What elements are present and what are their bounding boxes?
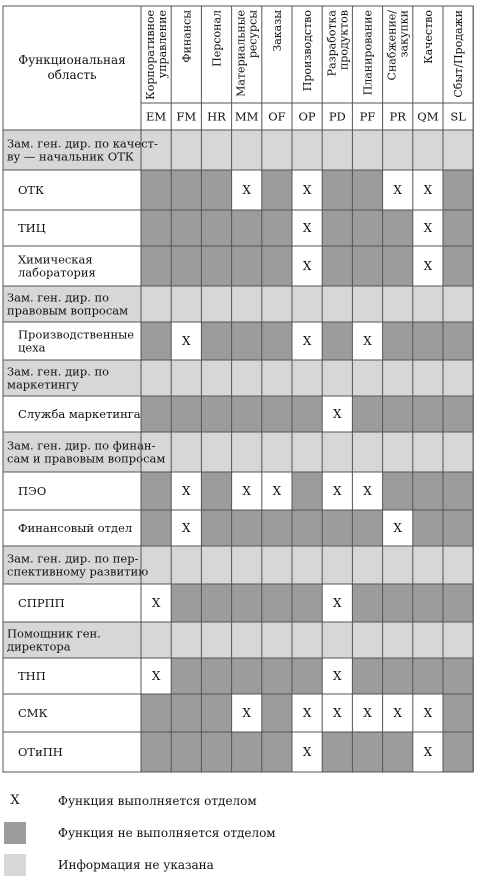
cell-mm-row-1 [232,130,262,170]
cell-hr-row-1 [201,130,231,170]
cell-sl-row-11 [443,510,473,546]
column-code-fm: FM [176,109,197,124]
cell-hr-row-3 [201,210,231,246]
cell-em-row-4 [141,246,171,286]
cell-qm-row-15 [413,658,443,694]
cell-of-row-3 [262,210,292,246]
cell-op-row-9 [292,432,322,472]
cell-pr-row-9 [383,432,413,472]
row-label: Помощник ген. директора [7,626,101,654]
svg-text:Персонал: Персонал [210,10,224,67]
cell-sl-row-17 [443,732,473,772]
x-mark: X [333,596,342,610]
cell-of-row-17 [262,732,292,772]
cell-pf-row-3 [352,210,382,246]
cell-of-row-8 [262,396,292,432]
cell-pd-row-17 [322,732,352,772]
cell-em-row-3 [141,210,171,246]
svg-text:Разработкапродуктов: Разработкапродуктов [325,10,351,77]
cell-em-row-17 [141,732,171,772]
column-code-pr: PR [389,109,406,124]
cell-pr-row-17 [383,732,413,772]
cell-of-row-4 [262,246,292,286]
cell-fm-row-17 [171,732,201,772]
cell-of-row-11 [262,510,292,546]
svg-text:Материальныересурсы: Материальныересурсы [234,10,260,97]
column-header-op [301,10,314,92]
cell-sl-row-4 [443,246,473,286]
cell-em-row-2 [141,170,171,210]
row-label: ТИЦ [18,221,46,235]
column-code-of: OF [268,109,286,124]
cell-fm-row-9 [171,432,201,472]
x-mark: X [333,706,342,720]
cell-hr-row-10 [201,472,231,510]
x-mark: X [333,407,342,421]
column-header-pf [362,10,375,95]
cell-of-row-14 [262,622,292,658]
x-mark: X [242,484,251,498]
x-mark: X [151,669,161,683]
cell-hr-row-7 [201,360,231,396]
cell-fm-row-15 [171,658,201,694]
cell-mm-row-7 [232,360,262,396]
svg-text:Сбыт/Продажи: Сбыт/Продажи [452,10,466,98]
x-mark: X [423,183,433,197]
x-mark: X [423,221,433,235]
cell-pf-row-15 [352,658,382,694]
cell-fm-row-3 [171,210,201,246]
row-label: ОТиПН [18,745,63,759]
row-label: Зам. ген. дир. по пер-спективному развитию [7,551,149,579]
cell-pr-row-4 [383,246,413,286]
column-code-em: EM [146,109,167,124]
row-label: ОТК [18,183,44,197]
cell-pr-row-8 [383,396,413,432]
cell-op-row-15 [292,658,322,694]
cell-hr-row-17 [201,732,231,772]
cell-sl-row-14 [443,622,473,658]
cell-pr-row-6 [383,322,413,360]
cell-qm-row-14 [413,622,443,658]
cell-mm-row-14 [232,622,262,658]
cell-pd-row-5 [322,286,352,322]
cell-mm-row-9 [232,432,262,472]
cell-mm-row-3 [232,210,262,246]
cell-pr-row-14 [383,622,413,658]
cell-qm-row-12 [413,546,443,584]
cell-qm-row-11 [413,510,443,546]
cell-mm-row-15 [232,658,262,694]
cell-sl-row-9 [443,432,473,472]
cell-em-row-7 [141,360,171,396]
cell-qm-row-13 [413,584,443,622]
svg-text:Планирование: Планирование [361,10,375,96]
column-code-pd: PD [328,109,346,124]
cell-pf-row-7 [352,360,382,396]
cell-pd-row-6 [322,322,352,360]
area-header-label: Функциональная область [18,53,126,82]
cell-mm-row-13 [232,584,262,622]
cell-of-row-5 [262,286,292,322]
cell-qm-row-7 [413,360,443,396]
cell-pf-row-1 [352,130,382,170]
cell-pf-row-12 [352,546,382,584]
column-header-hr [211,10,224,67]
cell-of-row-15 [262,658,292,694]
column-header-sl [452,10,465,98]
cell-pr-row-7 [383,360,413,396]
cell-op-row-11 [292,510,322,546]
cell-mm-row-12 [232,546,262,584]
column-code-qm: QM [417,109,439,124]
cell-pd-row-12 [322,546,352,584]
x-mark: X [423,259,433,273]
cell-pd-row-1 [322,130,352,170]
svg-text:Качество: Качество [421,10,435,64]
cell-of-row-9 [262,432,292,472]
column-code-mm: MM [234,109,259,124]
cell-pr-row-10 [383,472,413,510]
row-label: Финансовый отдел [18,521,133,535]
cell-em-row-8 [141,396,171,432]
cell-fm-row-1 [171,130,201,170]
cell-hr-row-15 [201,658,231,694]
column-header-fm [180,10,193,63]
cell-pf-row-11 [352,510,382,546]
x-mark: X [302,745,312,759]
x-mark: X [363,484,372,498]
x-mark: X [182,334,191,348]
cell-mm-row-4 [232,246,262,286]
cell-mm-row-11 [232,510,262,546]
cell-pr-row-1 [383,130,413,170]
x-mark: X [302,183,312,197]
cell-pd-row-9 [322,432,352,472]
column-code-hr: HR [207,109,226,124]
legend-row-no-info [0,854,488,876]
cell-sl-row-1 [443,130,473,170]
row-label: Зам. ген. дир. по финан-сам и правовым вопросам [7,438,166,466]
cell-hr-row-13 [201,584,231,622]
row-label: ТНП [18,669,46,683]
cell-pr-row-12 [383,546,413,584]
svg-text:Финансы: Финансы [180,10,194,63]
x-mark: X [151,596,161,610]
row-label: ПЭО [18,484,47,498]
cell-hr-row-9 [201,432,231,472]
column-code-op: OP [298,109,316,124]
legend-row-performed [0,790,488,812]
column-header-mm [235,10,260,97]
cell-mm-row-8 [232,396,262,432]
x-mark: X [423,706,433,720]
cell-hr-row-4 [201,246,231,286]
column-header-pd [325,10,350,77]
cell-pd-row-3 [322,210,352,246]
row-label: СПРПП [18,596,65,610]
cell-pd-row-4 [322,246,352,286]
x-mark: X [423,745,433,759]
cell-qm-row-5 [413,286,443,322]
cell-fm-row-12 [171,546,201,584]
cell-hr-row-5 [201,286,231,322]
legend-dark-swatch [4,822,26,844]
cell-sl-row-7 [443,360,473,396]
cell-pd-row-14 [322,622,352,658]
cell-hr-row-11 [201,510,231,546]
column-code-sl: SL [450,109,466,124]
cell-pd-row-7 [322,360,352,396]
cell-op-row-10 [292,472,322,510]
x-mark: X [393,183,402,197]
legend-text-performed: Функция выполняется отделом [58,794,257,808]
row-label: СМК [18,706,48,720]
cell-pr-row-13 [383,584,413,622]
cell-pf-row-13 [352,584,382,622]
cell-em-row-10 [141,472,171,510]
cell-fm-row-13 [171,584,201,622]
x-mark: X [302,706,312,720]
cell-pd-row-2 [322,170,352,210]
column-header-em [144,10,169,100]
cell-sl-row-13 [443,584,473,622]
cell-sl-row-5 [443,286,473,322]
row-label: Зам. ген. дир. по маркетингу [7,364,110,392]
cell-of-row-12 [262,546,292,584]
cell-qm-row-6 [413,322,443,360]
cell-hr-row-8 [201,396,231,432]
x-mark: X [333,669,342,683]
row-label: Химическая лаборатория [18,252,96,280]
cell-op-row-1 [292,130,322,170]
cell-hr-row-2 [201,170,231,210]
cell-pf-row-2 [352,170,382,210]
svg-text:Снабжение/закупки: Снабжение/закупки [385,10,411,81]
cell-pf-row-5 [352,286,382,322]
cell-op-row-5 [292,286,322,322]
x-mark: X [333,484,342,498]
cell-sl-row-6 [443,322,473,360]
legend-text-no-info: Информация не указана [58,858,214,872]
row-label: Зам. ген. дир. по качест-ву — начальник ОТК [7,136,158,164]
cell-pf-row-4 [352,246,382,286]
cell-fm-row-7 [171,360,201,396]
cell-fm-row-5 [171,286,201,322]
cell-em-row-14 [141,622,171,658]
cell-pr-row-5 [383,286,413,322]
cell-hr-row-14 [201,622,231,658]
cell-op-row-8 [292,396,322,432]
cell-op-row-13 [292,584,322,622]
cell-qm-row-8 [413,396,443,432]
x-mark: X [302,221,312,235]
cell-pr-row-15 [383,658,413,694]
cell-qm-row-1 [413,130,443,170]
svg-text:Производство: Производство [301,10,315,92]
cell-em-row-5 [141,286,171,322]
cell-of-row-1 [262,130,292,170]
row-label: Производственные цеха [18,327,135,355]
cell-em-row-6 [141,322,171,360]
cell-sl-row-2 [443,170,473,210]
cell-hr-row-6 [201,322,231,360]
x-mark: X [242,706,251,720]
x-mark: X [363,706,372,720]
column-header-of [271,10,284,52]
cell-em-row-11 [141,510,171,546]
x-mark: X [272,484,282,498]
cell-fm-row-4 [171,246,201,286]
cell-sl-row-3 [443,210,473,246]
legend [0,780,488,882]
legend-x-symbol: X [10,793,20,808]
row-label: Служба маркетинга [18,407,141,421]
cell-pd-row-11 [322,510,352,546]
legend-text-not-performed: Функция не выполняется отделом [58,826,276,840]
x-mark: X [242,183,251,197]
column-header-pr [386,10,411,81]
cell-hr-row-12 [201,546,231,584]
cell-of-row-7 [262,360,292,396]
svg-text:Заказы: Заказы [270,10,284,52]
cell-qm-row-9 [413,432,443,472]
cell-fm-row-14 [171,622,201,658]
cell-op-row-12 [292,546,322,584]
cell-sl-row-16 [443,694,473,732]
cell-of-row-6 [262,322,292,360]
x-mark: X [302,334,312,348]
cell-em-row-16 [141,694,171,732]
cell-pf-row-9 [352,432,382,472]
svg-text:Корпоративноеуправление: Корпоративноеуправление [144,10,170,100]
cell-mm-row-5 [232,286,262,322]
cell-mm-row-17 [232,732,262,772]
cell-sl-row-10 [443,472,473,510]
cell-of-row-13 [262,584,292,622]
legend-row-not-performed [0,822,488,844]
x-mark: X [182,484,191,498]
cell-fm-row-2 [171,170,201,210]
x-mark: X [302,259,312,273]
x-mark: X [393,706,402,720]
cell-sl-row-15 [443,658,473,694]
cell-op-row-14 [292,622,322,658]
cell-qm-row-10 [413,472,443,510]
x-mark: X [363,334,372,348]
column-code-pf: PF [359,109,376,124]
cell-pr-row-3 [383,210,413,246]
cell-fm-row-8 [171,396,201,432]
x-mark: X [393,521,402,535]
cell-of-row-2 [262,170,292,210]
cell-fm-row-16 [171,694,201,732]
cell-of-row-16 [262,694,292,732]
cell-pf-row-14 [352,622,382,658]
cell-pf-row-8 [352,396,382,432]
column-header-qm [422,10,435,64]
cell-sl-row-8 [443,396,473,432]
cell-mm-row-6 [232,322,262,360]
row-label: Зам. ген. дир. по правовым вопросам [7,290,129,318]
legend-light-swatch [4,854,26,876]
cell-hr-row-16 [201,694,231,732]
cell-pf-row-17 [352,732,382,772]
cell-sl-row-12 [443,546,473,584]
cell-op-row-7 [292,360,322,396]
x-mark: X [182,521,191,535]
